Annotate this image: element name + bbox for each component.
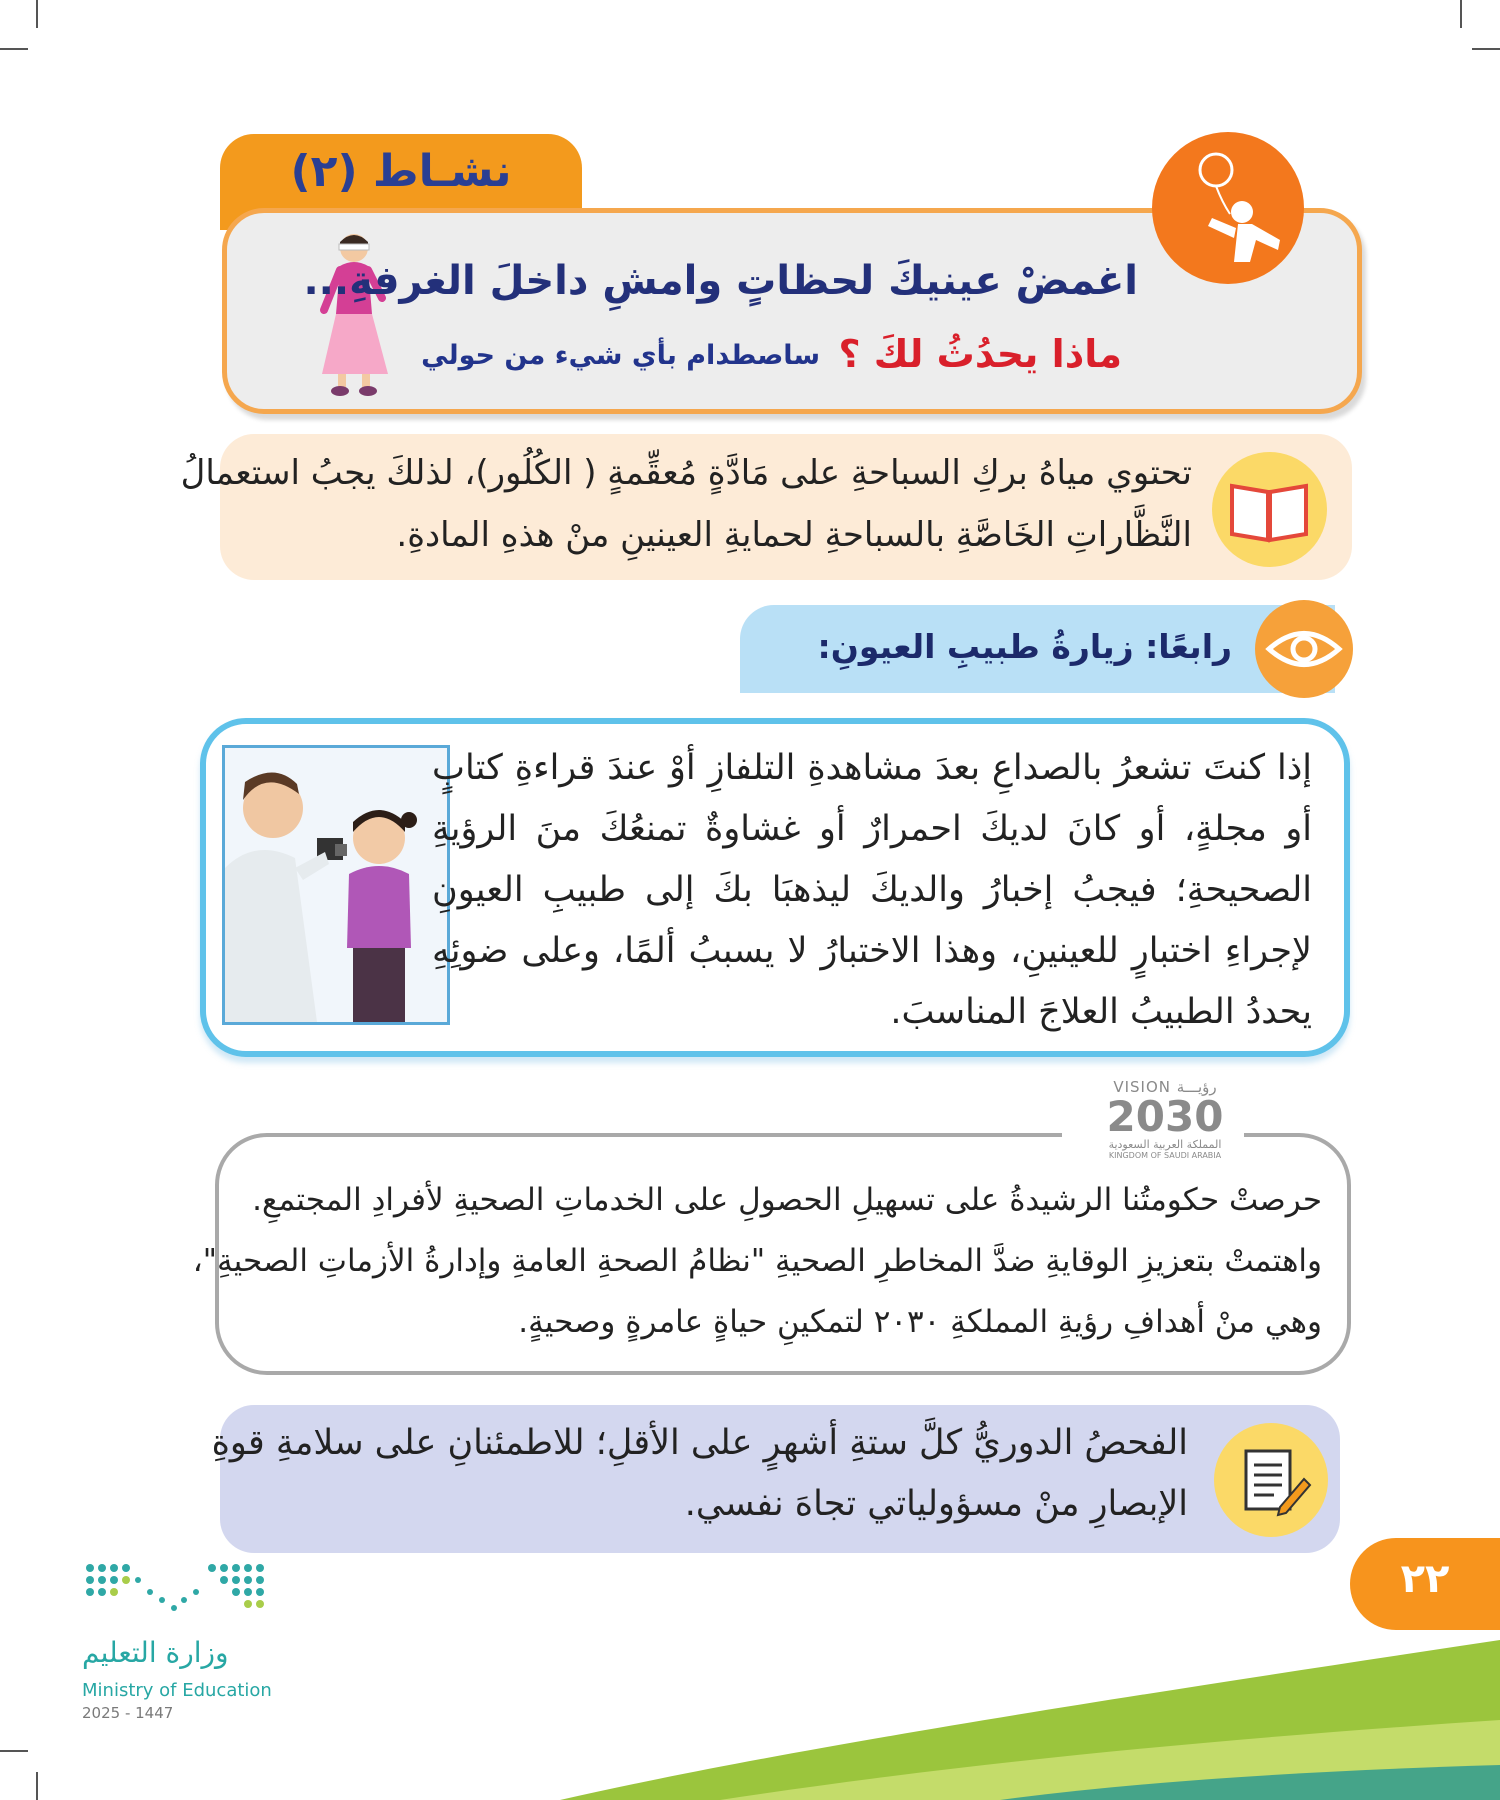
crop-mark bbox=[1472, 48, 1500, 50]
note-text: تحتوي مياهُ بركِ السباحةِ على مَادَّةٍ مُعقِّمةٍ ( الكُلُور)، لذلكَ يجبُ استعمالُ النَّظَّاراتِ الخَاصَّةِ بالسباحةِ لحمايةِ العينينِ منْ هذهِ المادةِ. bbox=[180, 453, 1192, 555]
activity-answer: ساصطدام بأي شيء من حولي bbox=[421, 340, 820, 371]
page-number: ٢٢ bbox=[1400, 1556, 1450, 1602]
tip-text: الفحصُ الدوريُّ كلَّ ستةِ أشهرٍ على الأقلِ؛ للاطمئنانِ على سلامةِ قوةِ الإبصارِ منْ مسؤولياتي تجاهَ نفسي. bbox=[211, 1423, 1188, 1524]
crop-mark bbox=[0, 48, 28, 50]
vision-line: واهتمتْ بتعزيزِ الوقايةِ ضدَّ المخاطرِ الصحيةِ "نظامُ الصحةِ العامةِ وإدارةُ الأزماتِ الصحيةِ"، bbox=[192, 1243, 1322, 1279]
eye-icon bbox=[1255, 600, 1353, 698]
ministry-dots-logo bbox=[84, 1560, 266, 1624]
vision-logo-ar: المملكة العربية السعودية bbox=[1108, 1138, 1222, 1151]
vision-logo-year: 2030 bbox=[1106, 1092, 1224, 1141]
vision-line: حرصتْ حكومتُنا الرشيدةُ على تسهيلِ الحصولِ على الخدماتِ الصحيةِ لأفرادِ المجتمعِ. bbox=[252, 1182, 1322, 1218]
ministry-year: 2025 - 1447 bbox=[82, 1704, 174, 1722]
blindfolded-girl-illustration bbox=[310, 228, 402, 398]
crop-mark bbox=[1460, 0, 1462, 28]
section-title: رابعًا: زيارةُ طبيبِ العيونِ: bbox=[817, 627, 1232, 666]
notes-pencil-icon bbox=[1214, 1423, 1328, 1537]
activity-question: ماذا يحدُثُ لكَ ؟ bbox=[838, 332, 1122, 376]
vision-text bbox=[192, 1170, 1322, 1353]
book-icon bbox=[1212, 452, 1327, 567]
ministry-english: Ministry of Education bbox=[82, 1680, 272, 1701]
activity-title: نشـاط (٢) bbox=[290, 146, 512, 197]
eye-exam-illustration bbox=[222, 745, 450, 1025]
vision-logo-en: KINGDOM OF SAUDI ARABIA bbox=[1108, 1151, 1222, 1160]
crop-mark bbox=[36, 0, 38, 28]
doctor-visit-text: إذا كنتَ تشعرُ بالصداعِ بعدَ مشاهدةِ التلفازِ أوْ عندَ قراءةِ كتابٍ أو مجلةٍ، أو كانَ لديكَ احمرارٌ أو غشاوةٌ تمنعُكَ منَ الرؤيةِ الصحيحةِ؛ فيجبُ إخبارُ والديكَ ليذهبَا بكَ إلى طبيبِ العيونِ لإجراءِ اختبارٍ للعينينِ، وهذا الاختبارُ لا يسببُ ألمًا، وعلى ضوئِهِ يحددُ الطبيبُ العلاجَ المناسبَ. bbox=[432, 748, 1312, 1032]
child-balloon-icon bbox=[1152, 132, 1304, 284]
activity-instruction: اغمضْ عينيكَ لحظاتٍ وامشِ داخلَ الغرفةِ... bbox=[303, 258, 1138, 304]
vision-line: وهي منْ أهدافِ رؤيةِ المملكةِ ٢٠٣٠ لتمكينِ حياةٍ عامرةٍ وصحيةٍ. bbox=[518, 1304, 1322, 1340]
vision-2030-logo bbox=[1090, 1078, 1240, 1160]
ministry-arabic: وزارة التعليم bbox=[82, 1636, 229, 1669]
vision-logo-top: VISION رؤيـــة bbox=[1113, 1078, 1217, 1096]
